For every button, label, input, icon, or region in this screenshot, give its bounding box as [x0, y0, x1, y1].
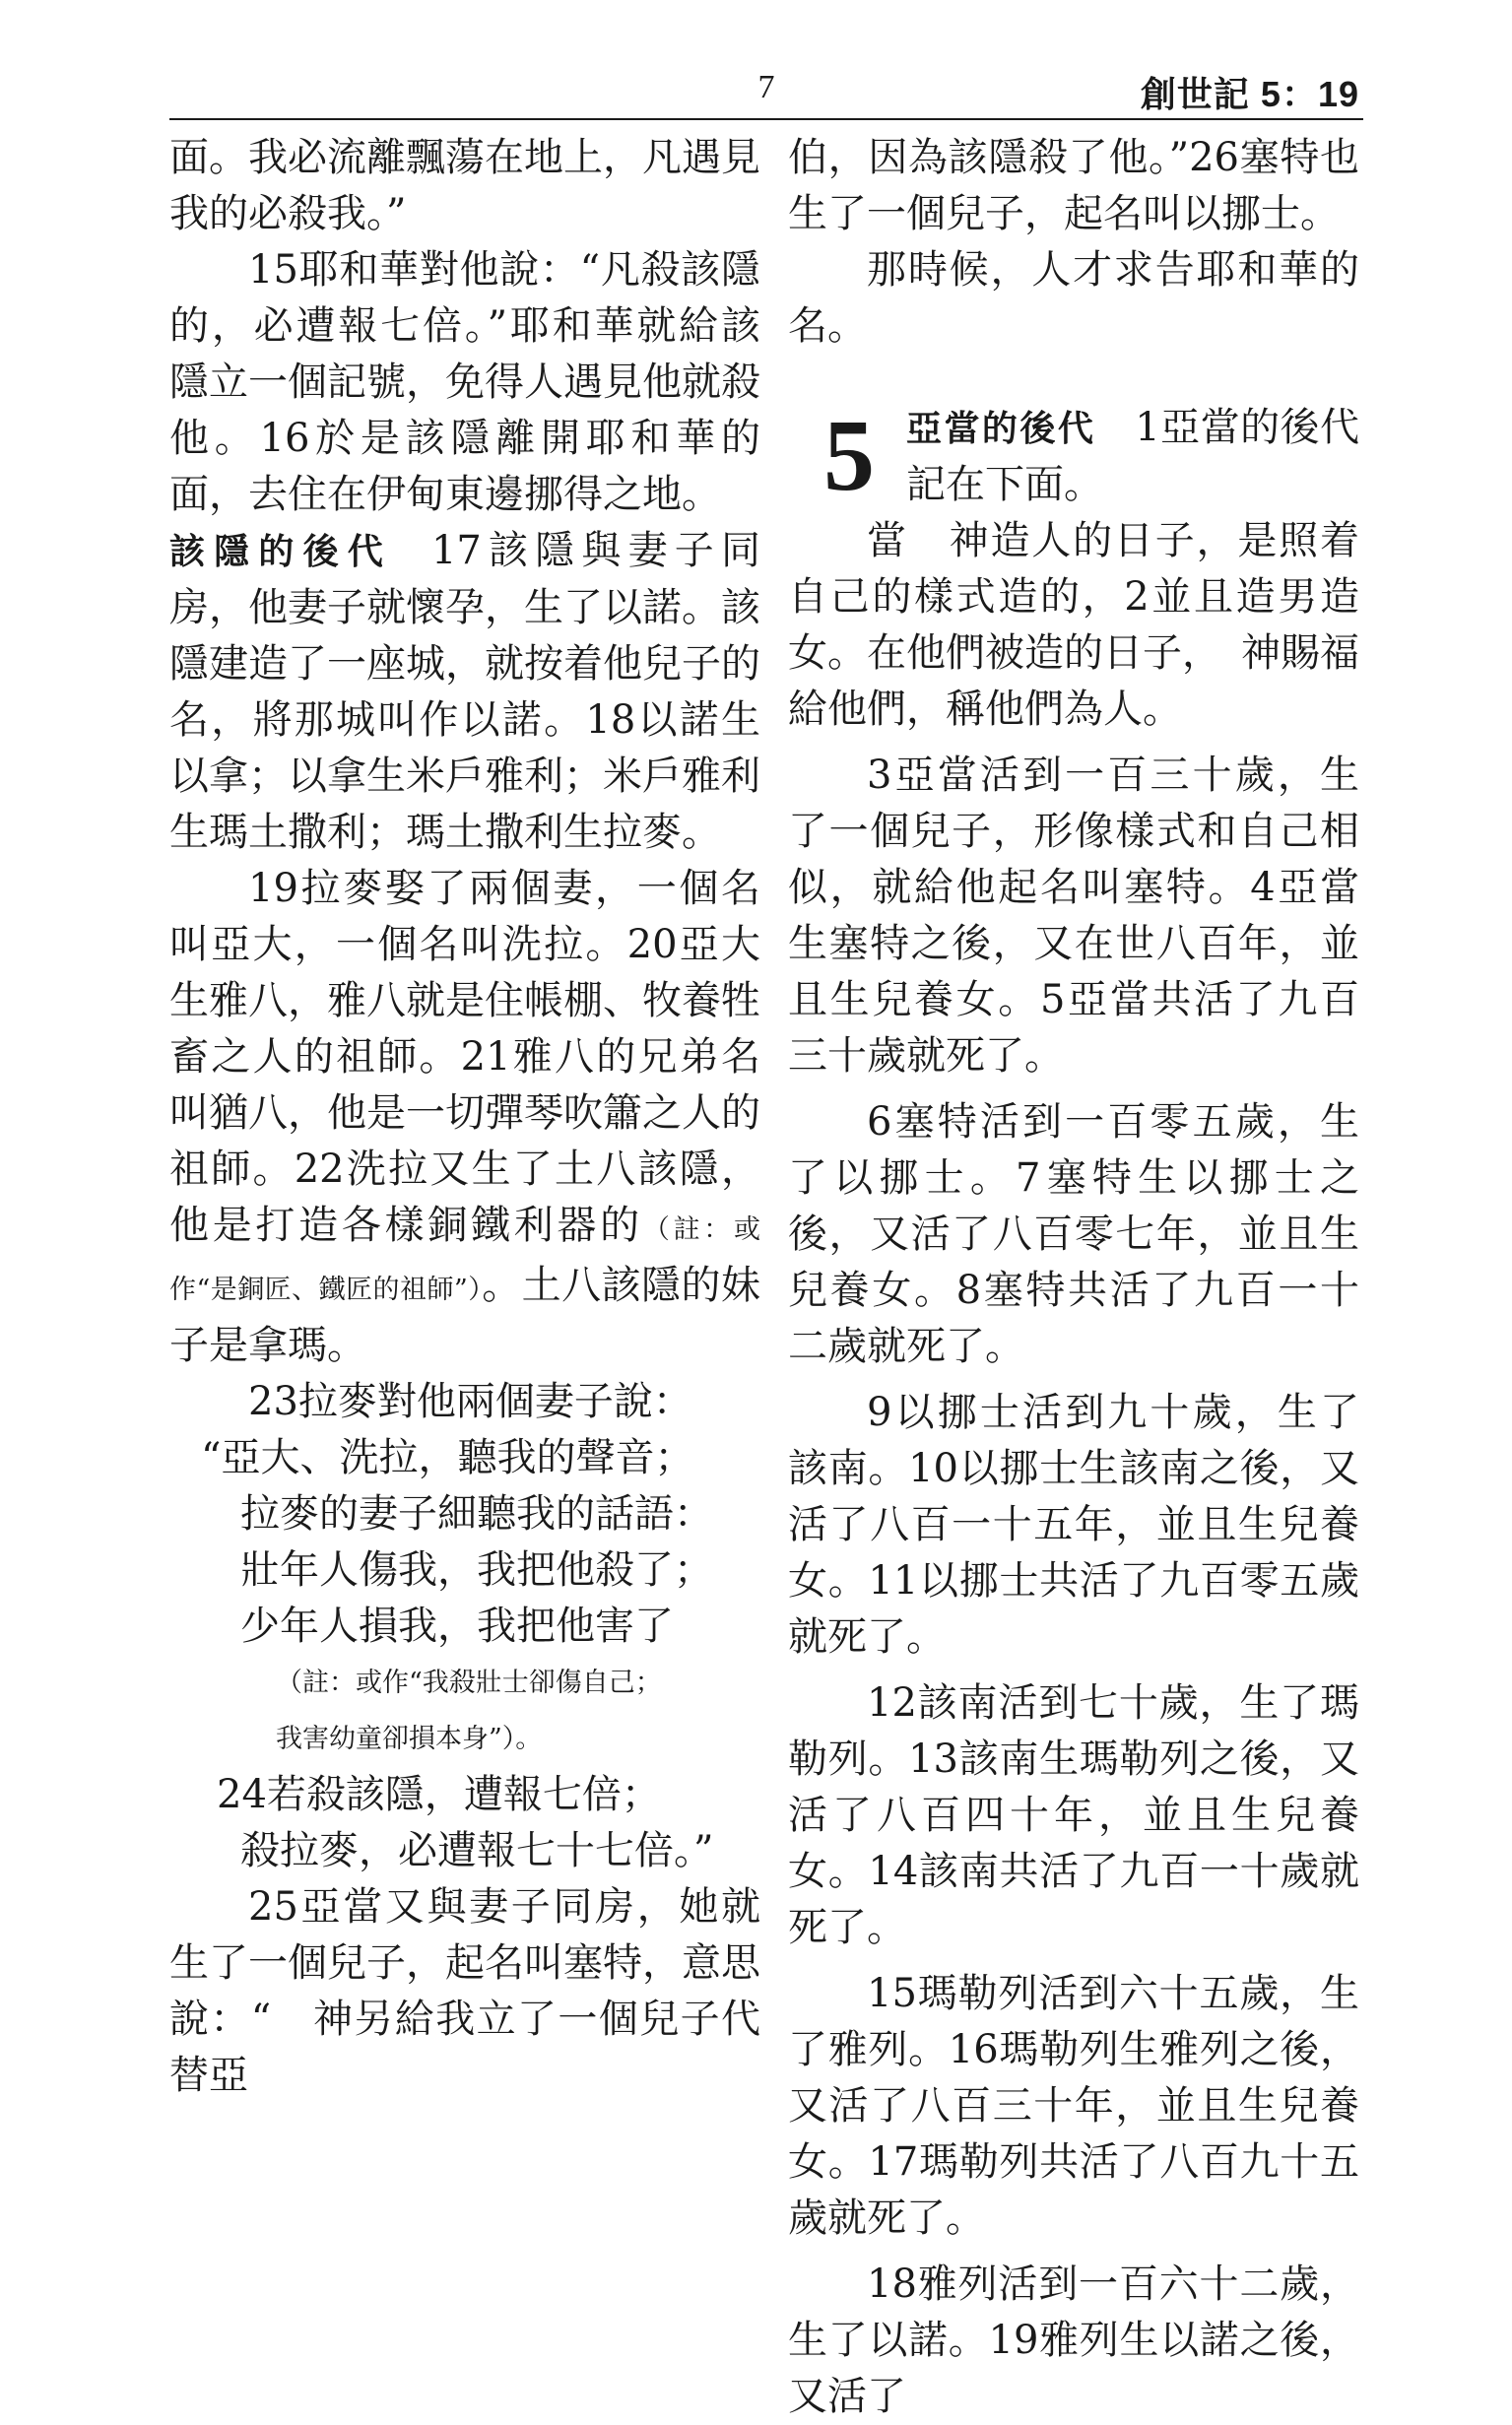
paragraph: [169, 523, 760, 861]
paragraph: 15瑪勒列活到六十五歲，生了雅列。16瑪勒列生雅列之後，又活了八百三十年，並且生兒養女。17瑪勒列共活了八百九十五歲就死了。: [788, 1971, 1359, 2241]
page-number: 7: [757, 69, 775, 105]
paragraph-text: 。土八該隱的妹子是拿瑪。: [169, 1263, 761, 1368]
section-heading: 亞當的後代: [906, 409, 1096, 449]
left-column: [169, 130, 760, 2110]
poem-line: 壯年人傷我，我把他殺了；: [240, 1547, 713, 1593]
poem-line: 24若殺該隱，遭報七倍；: [217, 1772, 661, 1817]
paragraph-text: 17該隱與妻子同房，他妻子就懷孕，生了以諾。該隱建造了一座城，就按着他兒子的名，將那城叫作以諾。18以諾生以拿；以拿生米戶雅利；米戶雅利生瑪土撒利；瑪土撒利生拉麥。: [169, 528, 760, 855]
paragraph: 3亞當活到一百三十歲，生了一個兒子，形像樣式和自己相似，就給他起名叫塞特。4亞當生塞特之後，又在世八百年，並且生兒養女。5亞當共活了九百三十歲就死了。: [788, 753, 1359, 1079]
paragraph: 25亞當又與妻子同房，她就生了一個兒子，起名叫塞特，意思說：“ 神另給我立了一個兒子代替亞: [169, 1884, 760, 2098]
paragraph: 15耶和華對他說：“凡殺該隱的，必遭報七倍。”耶和華就給該隱立一個記號，免得人遇見他就殺他。16於是該隱離開耶和華的面，去住在伊甸東邊挪得之地。: [169, 247, 760, 517]
paragraph: 23拉麥對他兩個妻子說：: [248, 1379, 692, 1424]
poem-line: 少年人損我，我把他害了: [240, 1604, 674, 1649]
translation-note: （註：或作“是銅匠、鐵匠的祖師”）: [169, 1214, 761, 1305]
page-header: [169, 63, 1363, 120]
chapter-start: [788, 400, 1359, 513]
right-column: [788, 130, 1359, 2419]
paragraph-text: 19拉麥娶了兩個妻，一個名叫亞大，一個名叫洗拉。20亞大生雅八，雅八就是住帳棚、牧養牲畜之人的祖師。21雅八的兄弟名叫猶八，他是一切彈琴吹簫之人的祖師。22洗拉又生了土八該隱，他是打造各樣銅鐵利器的: [169, 866, 760, 1248]
paragraph: 當 神造人的日子，是照着自己的樣式造的，2並且造男造女。在他們被造的日子， 神賜福給他們，稱他們為人。: [788, 518, 1359, 732]
poem-line: “亞大、洗拉，聽我的聲音；: [201, 1435, 694, 1480]
translation-note: 我害幼童卻損本身”）。: [276, 1724, 543, 1754]
poem-line: 拉麥的妻子細聽我的話語：: [240, 1491, 713, 1537]
paragraph: [169, 861, 760, 1374]
paragraph: 那時候，人才求告耶和華的名。: [788, 247, 1359, 349]
chapter-number: 5: [823, 399, 875, 512]
book-reference: 創世記 5：19: [1140, 74, 1359, 114]
paragraph: 18雅列活到一百六十二歲，生了以諾。19雅列生以諾之後，又活了: [788, 2261, 1359, 2419]
poem-line: 殺拉麥，必遭報七十七倍。”: [240, 1828, 714, 1873]
paragraph: 12該南活到七十歲，生了瑪勒列。13該南生瑪勒列之後，又活了八百四十年，並且生兒養女。14該南共活了九百一十歲就死了。: [788, 1680, 1359, 1950]
paragraph: 面。我必流離飄蕩在地上，凡遇見我的必殺我。”: [169, 135, 760, 236]
paragraph: 9以挪士活到九十歲，生了該南。10以挪士生該南之後，又活了八百一十五年，並且生兒養女。11以挪士共活了九百零五歲就死了。: [788, 1390, 1359, 1660]
paragraph: 伯，因為該隱殺了他。”26塞特也生了一個兒子，起名叫以挪士。: [788, 135, 1359, 236]
paragraph-text: 1亞當的後代記在下面。: [906, 405, 1359, 507]
paragraph: 6塞特活到一百零五歲，生了以挪士。7塞特生以挪士之後，又活了八百零七年，並且生兒養女。8塞特共活了九百一十二歲就死了。: [788, 1099, 1359, 1369]
translation-note: （註：或作“我殺壯士卻傷自己；: [276, 1668, 662, 1698]
section-heading: 該隱的後代: [169, 532, 392, 572]
